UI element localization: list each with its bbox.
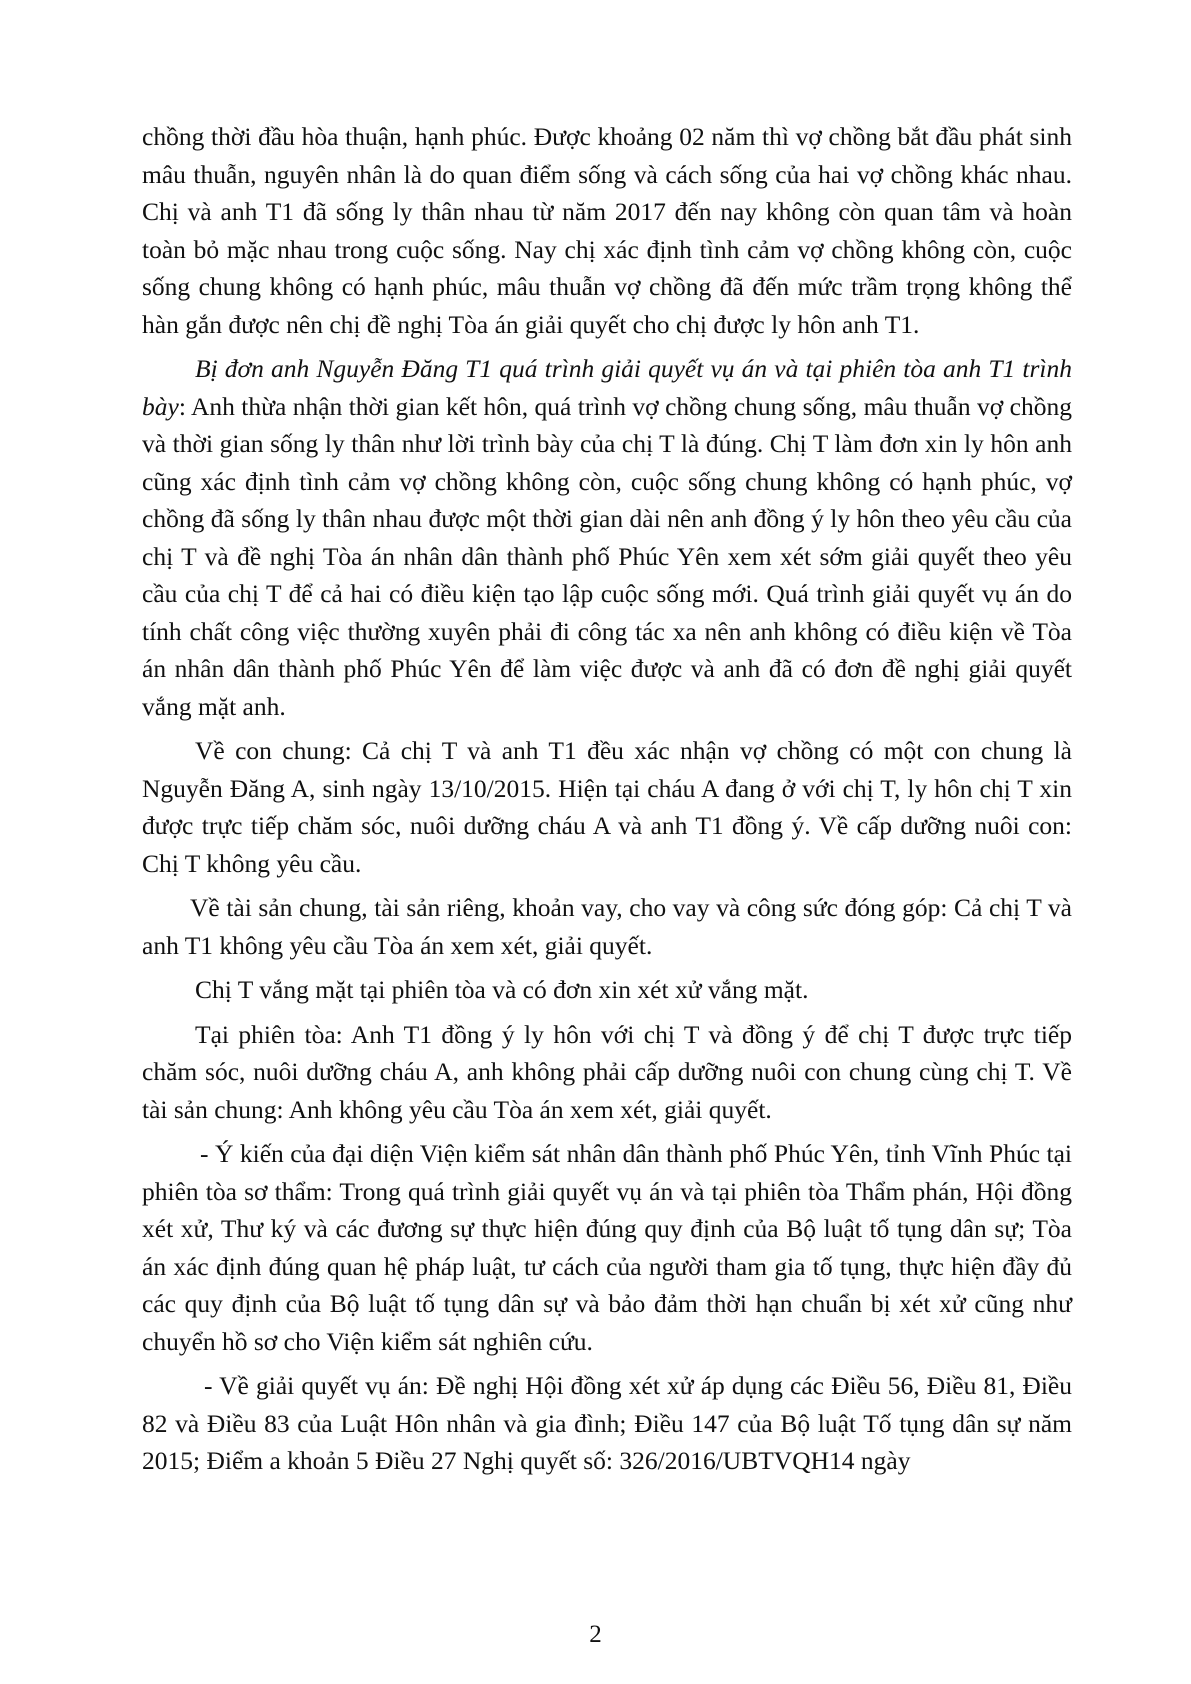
defendant-heading: Bị đơn anh Nguyễn Đăng T1 quá trình giải quyết vụ án và tại phiên tòa anh T1 trình bày (142, 354, 1072, 421)
defendant-statement-text: : Anh thừa nhận thời gian kết hôn, quá trình vợ chồng chung sống, mâu thuẫn vợ chồng và thời gian sống ly thân như lời trình bày của chị T là đúng. Chị T làm đơn xin ly hôn anh cũng xác định tình cảm vợ chồng không còn, cuộc sống chung không có hạnh phúc, vợ chồng đã sống ly thân nhau được một thời gian dài nên anh đồng ý ly hôn theo yêu cầu của chị T và đề nghị Tòa án nhân dân thành phố Phúc Yên xem xét sớm giải quyết theo yêu cầu của chị T để cả hai có điều kiện tạo lập cuộc sống mới. Quá trình giải quyết vụ án do tính chất công việc thường xuyên phải đi công tác xa nên anh không có điều kiện về Tòa án nhân dân thành phố Phúc Yên để làm việc được và anh đã có đơn đề nghị giải quyết vắng mặt anh. (142, 391, 1072, 721)
paragraph-defendant-statement (142, 350, 1072, 725)
paragraph-plaintiff-statement: chồng thời đầu hòa thuận, hạnh phúc. Được khoảng 02 năm thì vợ chồng bắt đầu phát sinh mâu thuẫn, nguyên nhân là do quan điểm sống và cách sống của hai vợ chồng khác nhau. Chị và anh T1 đã sống ly thân nhau từ năm 2017 đến nay không còn quan tâm và hoàn toàn bỏ mặc nhau trong cuộc sống. Nay chị xác định tình cảm vợ chồng không còn, cuộc sống chung không có hạnh phúc, mâu thuẫn vợ chồng đã đến mức trầm trọng không thể hàn gắn được nên chị đề nghị Tòa án giải quyết cho chị được ly hôn anh T1. (142, 122, 1072, 339)
paragraph-absence: Chị T vắng mặt tại phiên tòa và có đơn xin xét xử vắng mặt. (195, 975, 809, 1004)
paragraph-case-resolution: - Về giải quyết vụ án: Đề nghị Hội đồng xét xử áp dụng các Điều 56, Điều 81, Điều 82 và Điều 83 của Luật Hôn nhân và gia đình; Điều 147 của Bộ luật Tố tụng dân sự năm 2015; Điểm a khoản 5 Điều 27 Nghị quyết số: 326/2016/UBTVQH14 ngày (142, 1371, 1072, 1475)
paragraph-common-child: Về con chung: Cả chị T và anh T1 đều xác nhận vợ chồng có một con chung là Nguyễn Đăng A, sinh ngày 13/10/2015. Hiện tại cháu A đang ở với chị T, ly hôn chị T xin được trực tiếp chăm sóc, nuôi dưỡng cháu A và anh T1 đồng ý. Về cấp dưỡng nuôi con: Chị T không yêu cầu. (142, 736, 1072, 878)
document-page (142, 118, 1072, 1487)
paragraph-at-hearing: Tại phiên tòa: Anh T1 đồng ý ly hôn với chị T và đồng ý để chị T được trực tiếp chăm sóc, nuôi dưỡng cháu A, anh không phải cấp dưỡng nuôi con chung cùng chị T. Về tài sản chung: Anh không yêu cầu Tòa án xem xét, giải quyết. (142, 1019, 1072, 1124)
paragraph-property: Về tài sản chung, tài sản riêng, khoản vay, cho vay và công sức đóng góp: Cả chị T và anh T1 không yêu cầu Tòa án xem xét, giải quyết. (142, 893, 1072, 960)
paragraph-procuracy-opinion: - Ý kiến của đại diện Viện kiểm sát nhân dân thành phố Phúc Yên, tỉnh Vĩnh Phúc tại phiên tòa sơ thẩm: Trong quá trình giải quyết vụ án và tại phiên tòa Thẩm phán, Hội đồng xét xử, Thư ký và các đương sự thực hiện đúng quy định của Bộ luật tố tụng dân sự; Tòa án xác định đúng quan hệ pháp luật, tư cách của người tham gia tố tụng, thực hiện đầy đủ các quy định của Bộ luật tố tụng dân sự và bảo đảm thời hạn chuẩn bị xét xử cũng như chuyển hồ sơ cho Viện kiểm sát nghiên cứu. (142, 1139, 1072, 1356)
page-number: 2 (589, 1621, 602, 1648)
